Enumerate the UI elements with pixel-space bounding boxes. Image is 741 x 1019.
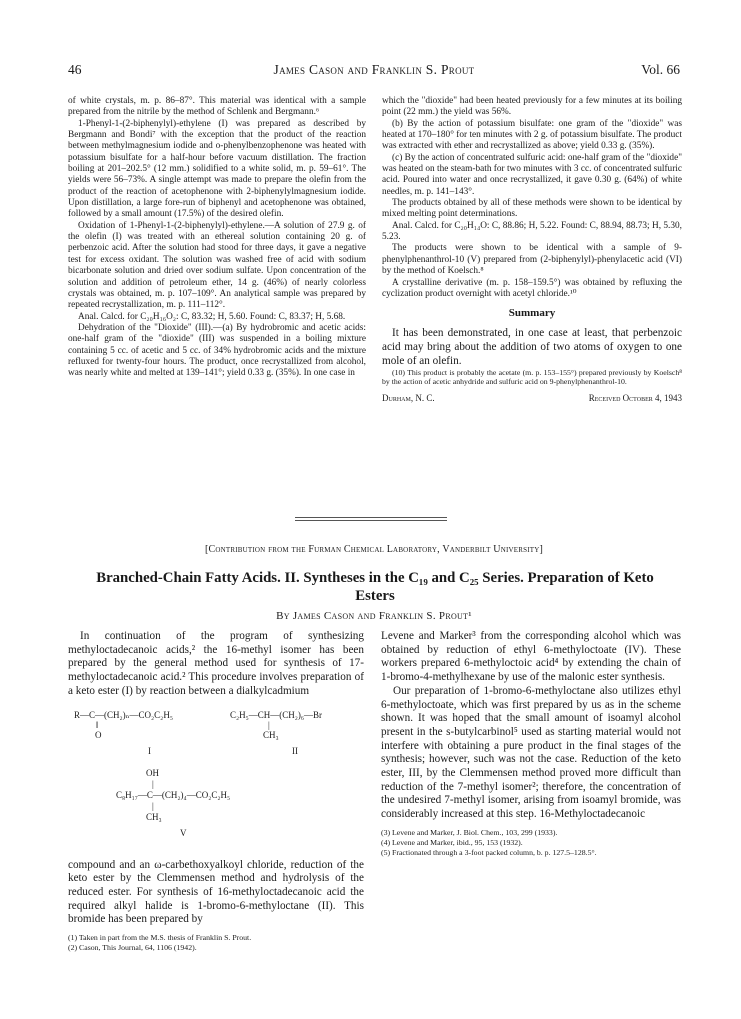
formula-v: C₈H₁₇—C—(CH₂)₄—CO₂C₂H₅ [116, 789, 231, 800]
summary-text: It has been demonstrated, in one case at least, that perbenzoic acid may bring about the addition of two atoms of oxygen to one mole of an olefin. [382, 326, 682, 367]
signature-line [382, 393, 682, 405]
paragraph: Our preparation of 1-bromo-6-methyloctane also utilizes ethyl 6-methyloctoate, which was first prepared by us as in the scheme shown. It was hoped that the small amount of isoamyl alcohol present in the s-butylcarbinol⁵ used as starting material would not interfere with obtaining a pure product in the final stages of the synthesis; however, such was not the case. Reduction of the keto ester, III, by the Clemmensen method proved more difficult than reduction of the 7-methyl isomer²; therefore, the concentration of the undesired 7-methyl isomer, arising from isoamyl bromide, was considerably increased at this step. 16-Methyloctadecanoic [381, 684, 681, 821]
location: Durham, N. C. [382, 393, 435, 404]
paragraph: compound and an ω-carbethoxyalkoyl chloride, reduction of the keto ester by the Clemmensen method and hydrolysis of the reduced ester. For synthesis of 16-methyloctadecanoic acid the required alkyl halide is 1-bromo-6-methyloctane (II). This bromide has been prepared by [68, 858, 364, 926]
footnotes-left [68, 933, 364, 953]
bond-line: | [268, 719, 270, 730]
formula-v-methyl: CH₃ [146, 811, 162, 822]
footnote: (1) Taken in part from the M.S. thesis of Franklin S. Prout. [68, 933, 252, 943]
volume-label: Vol. 66 [641, 62, 680, 77]
double-bond: ‖ [96, 719, 99, 730]
formula-label-v: V [180, 827, 187, 838]
formula-v-hydroxyl: OH [146, 767, 159, 778]
page-number: 46 [68, 62, 82, 77]
summary-heading: Summary [508, 307, 556, 320]
formula-label-i: I [148, 745, 151, 756]
analysis-line: Anal. Calcd. for C₂₀H₁₆O₂: C, 83.32; H, 5.60. Found: C, 83.37; H, 5.68. [78, 311, 346, 322]
paragraph: of white crystals, m. p. 86–87°. This material was identical with a sample prepared from the nitrile by the method of Schlenk and Bergmann.⁶ [68, 96, 366, 118]
formula-i-oxygen: O [95, 729, 102, 740]
formula-i: R—C—(CH₂)ₙ—CO₂C₂H₅ [74, 709, 173, 720]
contribution-line: [Contribution from the Furman Chemical Laboratory, Vanderbilt University] [205, 544, 543, 555]
byline: By James Cason and Franklin S. Prout¹ [276, 610, 472, 622]
paragraph: The products were shown to be identical with a sample of 9-phenylphenanthrol-10 (V) prepared from (2-biphenylyl)-phenylacetic acid (VI) by the method of Koelsch.⁸ [382, 243, 682, 277]
footnote: (2) Cason, This Journal, 64, 1106 (1942). [68, 943, 197, 953]
divider [295, 520, 447, 521]
footnote: (5) Fractionated through a 3-foot packed column, b. p. 127.5–128.5°. [381, 847, 597, 857]
footnote: (3) Levene and Marker, J. Biol. Chem., 103, 299 (1933). [381, 827, 558, 837]
article-left-column [68, 630, 364, 953]
running-head: James Cason and Franklin S. Prout [273, 62, 475, 77]
paragraph: In continuation of the program of synthesizing methyloctadecanoic acids,² the 16-methyl isomer has been prepared by the general method used for synthesis of 17-methyloctadecanoic acid.² This procedure involves preparation of a keto ester (I) by reaction between a dialkylcadmium [68, 630, 364, 697]
formula-block [68, 705, 364, 855]
paragraph: (c) By the action of concentrated sulfuric acid: one-half gram of the "dioxide" was heated on the steam-bath for two minutes with 3 cc. of concentrated sulfuric acid. Poured into water and once recrystallized, it gave 0.30 g. (64%) of white needles, m. p. 141–143°. [382, 152, 682, 197]
formula-ii: C₂H₅—CH—(CH₂)₆—Br [230, 709, 323, 720]
paragraph: Oxidation of 1-Phenyl-1-(2-biphenylyl)-ethylene.—A solution of 27.9 g. of the olefin (I) was treated with an ethereal solution containing 20 g. of perbenzoic acid. After the solution had stood for three days, it gave a negative test for excess oxidant. The solution was washed free of acid with sodium bicarbonate solution and dried over sodium sulfate. Upon concentration of the solution and addition of petroleum ether, 14 g. (46%) of nearly colorless crystals was obtained, m. p. 107–109°. An analytical sample was prepared by repeated recrystallization, m. p. 111–112°. [68, 220, 366, 311]
paragraph: Dehydration of the "Dioxide" (III).—(a) By hydrobromic and acetic acids: one-half gram of the "dioxide" (III) was suspended in a boiling mixture containing 5 cc. of acetic and 5 cc. of 34% hydrobromic acids and the mixture refluxed for twenty-four hours. The product, once recrystallized from alcohol, was nearly white and melted at 139–141°; yield 0.33 g. (35%). In one case in [68, 322, 366, 379]
paragraph: Levene and Marker³ from the corresponding alcohol which was obtained by reduction of ethyl 6-methyloctoate (IV). These workers prepared 6-methyloctoic acid⁴ by extending the chain of 1-bromo-4-methylhexane by use of the malonic ester synthesis. [381, 630, 681, 684]
received-date: Received October 4, 1943 [588, 393, 682, 404]
bond-line: | [152, 800, 154, 811]
prev-article-right-column [382, 96, 682, 405]
article-right-column [381, 630, 681, 858]
analysis-line: Anal. Calcd. for C₂₀H₁₄O: C, 88.86; H, 5.22. Found: C, 88.94, 88.73; H, 5.30, 5.23. [382, 220, 682, 243]
paragraph: which the "dioxide" had been heated previously for a few minutes at its boiling point (22 mm.) the yield was 56%. [382, 96, 682, 118]
prev-article-left-column [68, 96, 366, 380]
divider [295, 517, 447, 518]
formula-label-ii: II [292, 745, 298, 756]
paragraph: (b) By the action of potassium bisulfate: one gram of the "dioxide" was heated at 170–180° for ten minutes with 2 g. of potassium bisulfate. The product was extracted with ether and recrystallized as above; yield 0.33 g. (35%). [382, 118, 682, 152]
paragraph: A crystalline derivative (m. p. 158–159.5°) was obtained by refluxing the cyclization product overnight with acetyl chloride.¹⁰ [382, 277, 682, 299]
bond-line: | [152, 778, 154, 789]
page-header [68, 62, 680, 78]
paragraph: 1-Phenyl-1-(2-biphenylyl)-ethylene (I) was prepared as described by Bergmann and Bondi⁷ with the exception that the product of the reaction between methylmagnesium iodide and o-phenylbenzophenone was heated with potassium bisulfate for a half-hour before vacuum distillation. The fraction boiling at 201–202.5° (12 mm.) solidified to a white solid, m. p. 59–61°. The yields were 56–73%. A single attempt was made to prepare the olefin from the product of the reaction of acetophenone with 2-biphenylylmagnesium iodide. Upon distillation, a large fore-run of biphenyl and acetophenone was obtained, followed by a small amount (17.5%) of the desired olefin. [68, 118, 366, 220]
article-title: Branched-Chain Fatty Acids. II. Syntheses in the C₁₉ and C₂₅ Series. Preparation of Keto Esters [96, 570, 654, 604]
footnotes-right [381, 828, 681, 858]
paragraph: The products obtained by all of these methods were shown to be identical by mixed melting point determinations. [382, 198, 682, 220]
footnote: (10) This product is probably the acetate (m. p. 153–155°) prepared previously by Koelsch⁸ by the action of acetic anhydride and sulfuric acid on 9-phenylphenanthrol-10. [382, 367, 682, 387]
footnote: (4) Levene and Marker, ibid., 95, 153 (1932). [381, 837, 523, 847]
formula-ii-methyl: CH₃ [263, 729, 279, 740]
